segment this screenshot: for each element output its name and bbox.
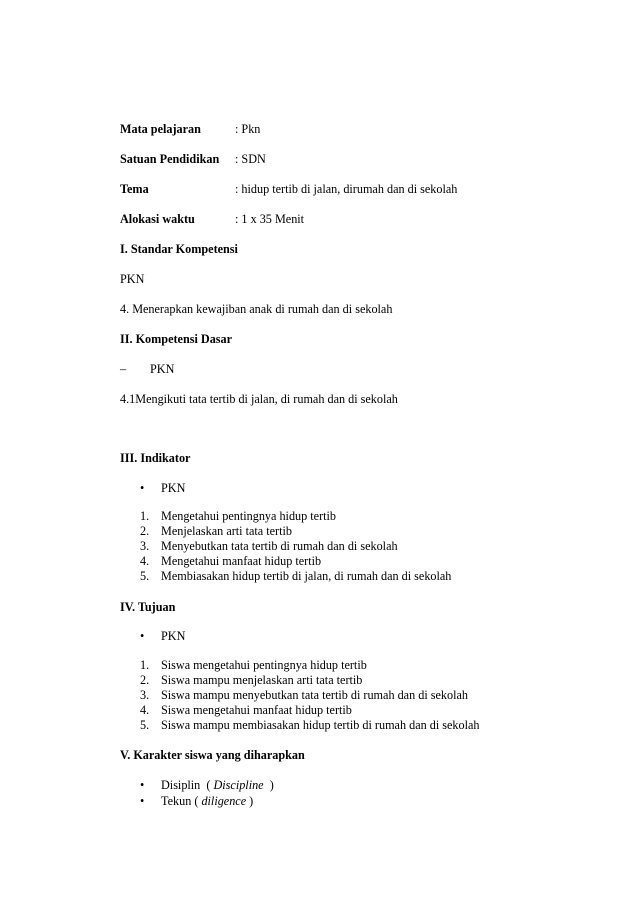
bullet-icon: • (140, 481, 145, 495)
list-item: 2. Siswa mampu menjelaskan arti tata tertib (140, 673, 363, 687)
list-item: 2. Menjelaskan arti tata tertib (140, 524, 292, 538)
heading-indikator: III. Indikator (120, 451, 191, 465)
tujuan-bullet (140, 628, 185, 644)
karakter-item (140, 777, 274, 793)
list-item: 1. Mengetahui pentingnya hidup tertib (140, 509, 336, 523)
bullet-icon: • (140, 629, 145, 643)
info-value-alokasi-waktu: : 1 x 35 Menit (235, 212, 305, 226)
sk-subject: PKN (120, 272, 145, 286)
karakter-word: Disiplin (161, 778, 201, 792)
paren-close: ) (249, 794, 254, 808)
karakter-english: diligence (201, 794, 247, 808)
kd-subject: PKN (150, 362, 175, 376)
list-item-text: Siswa mengetahui manfaat hidup tertib (161, 703, 352, 717)
karakter-item (140, 793, 253, 809)
list-item: 3. Menyebutkan tata tertib di rumah dan di sekolah (140, 539, 398, 553)
list-item-text: Siswa mampu menyebutkan tata tertib di rumah dan di sekolah (161, 688, 468, 702)
paren-open: ( (194, 794, 199, 808)
list-item: 4. Siswa mengetahui manfaat hidup tertib (140, 703, 352, 717)
dash-marker: – (120, 362, 127, 376)
heading-standar-kompetensi: I. Standar Kompetensi (120, 242, 238, 256)
list-item-text: Membiasakan hidup tertib di jalan, di rumah dan di sekolah (161, 569, 452, 583)
list-item-text: Siswa mampu menjelaskan arti tata tertib (161, 673, 363, 687)
list-item-text: Siswa mampu membiasakan hidup tertib di rumah dan di sekolah (161, 718, 480, 732)
bullet-icon: • (140, 794, 145, 808)
info-value-mata-pelajaran: : Pkn (235, 122, 261, 136)
kd-subject-line (120, 361, 174, 377)
info-value-satuan-pendidikan: : SDN (235, 152, 266, 166)
list-item-text: Menyebutkan tata tertib di rumah dan di sekolah (161, 539, 398, 553)
sk-item: 4. Menerapkan kewajiban anak di rumah dan di sekolah (120, 302, 393, 316)
info-label-alokasi-waktu: Alokasi waktu (120, 212, 195, 226)
info-label-mata-pelajaran: Mata pelajaran (120, 122, 201, 136)
indikator-bullet (140, 480, 185, 496)
list-item: 1. Siswa mengetahui pentingnya hidup tertib (140, 658, 367, 672)
list-item: 4. Mengetahui manfaat hidup tertib (140, 554, 322, 568)
list-item: 3. Siswa mampu menyebutkan tata tertib di rumah dan di sekolah (140, 688, 468, 702)
list-item-text: Mengetahui manfaat hidup tertib (161, 554, 322, 568)
heading-kompetensi-dasar: II. Kompetensi Dasar (120, 332, 233, 346)
heading-tujuan: IV. Tujuan (120, 600, 176, 614)
list-item: 5. Siswa mampu membiasakan hidup tertib di rumah dan di sekolah (140, 718, 480, 732)
heading-karakter: V. Karakter siswa yang diharapkan (120, 748, 305, 762)
info-label-satuan-pendidikan: Satuan Pendidikan (120, 152, 220, 166)
tujuan-bullet-text: PKN (161, 629, 186, 643)
paren-close: ) (269, 778, 274, 792)
bullet-icon: • (140, 778, 145, 792)
list-item: 5. Membiasakan hidup tertib di jalan, di rumah dan di sekolah (140, 569, 452, 583)
paren-open: ( (206, 778, 211, 792)
list-item-text: Mengetahui pentingnya hidup tertib (161, 509, 336, 523)
list-item-text: Menjelaskan arti tata tertib (161, 524, 292, 538)
karakter-word: Tekun (161, 794, 192, 808)
indikator-bullet-text: PKN (161, 481, 186, 495)
list-item-text: Siswa mengetahui pentingnya hidup tertib (161, 658, 367, 672)
karakter-english: Discipline (213, 778, 264, 792)
kd-item: 4.1Mengikuti tata tertib di jalan, di rumah dan di sekolah (120, 392, 398, 406)
info-value-tema: : hidup tertib di jalan, dirumah dan di sekolah (235, 182, 458, 196)
info-label-tema: Tema (120, 182, 149, 196)
